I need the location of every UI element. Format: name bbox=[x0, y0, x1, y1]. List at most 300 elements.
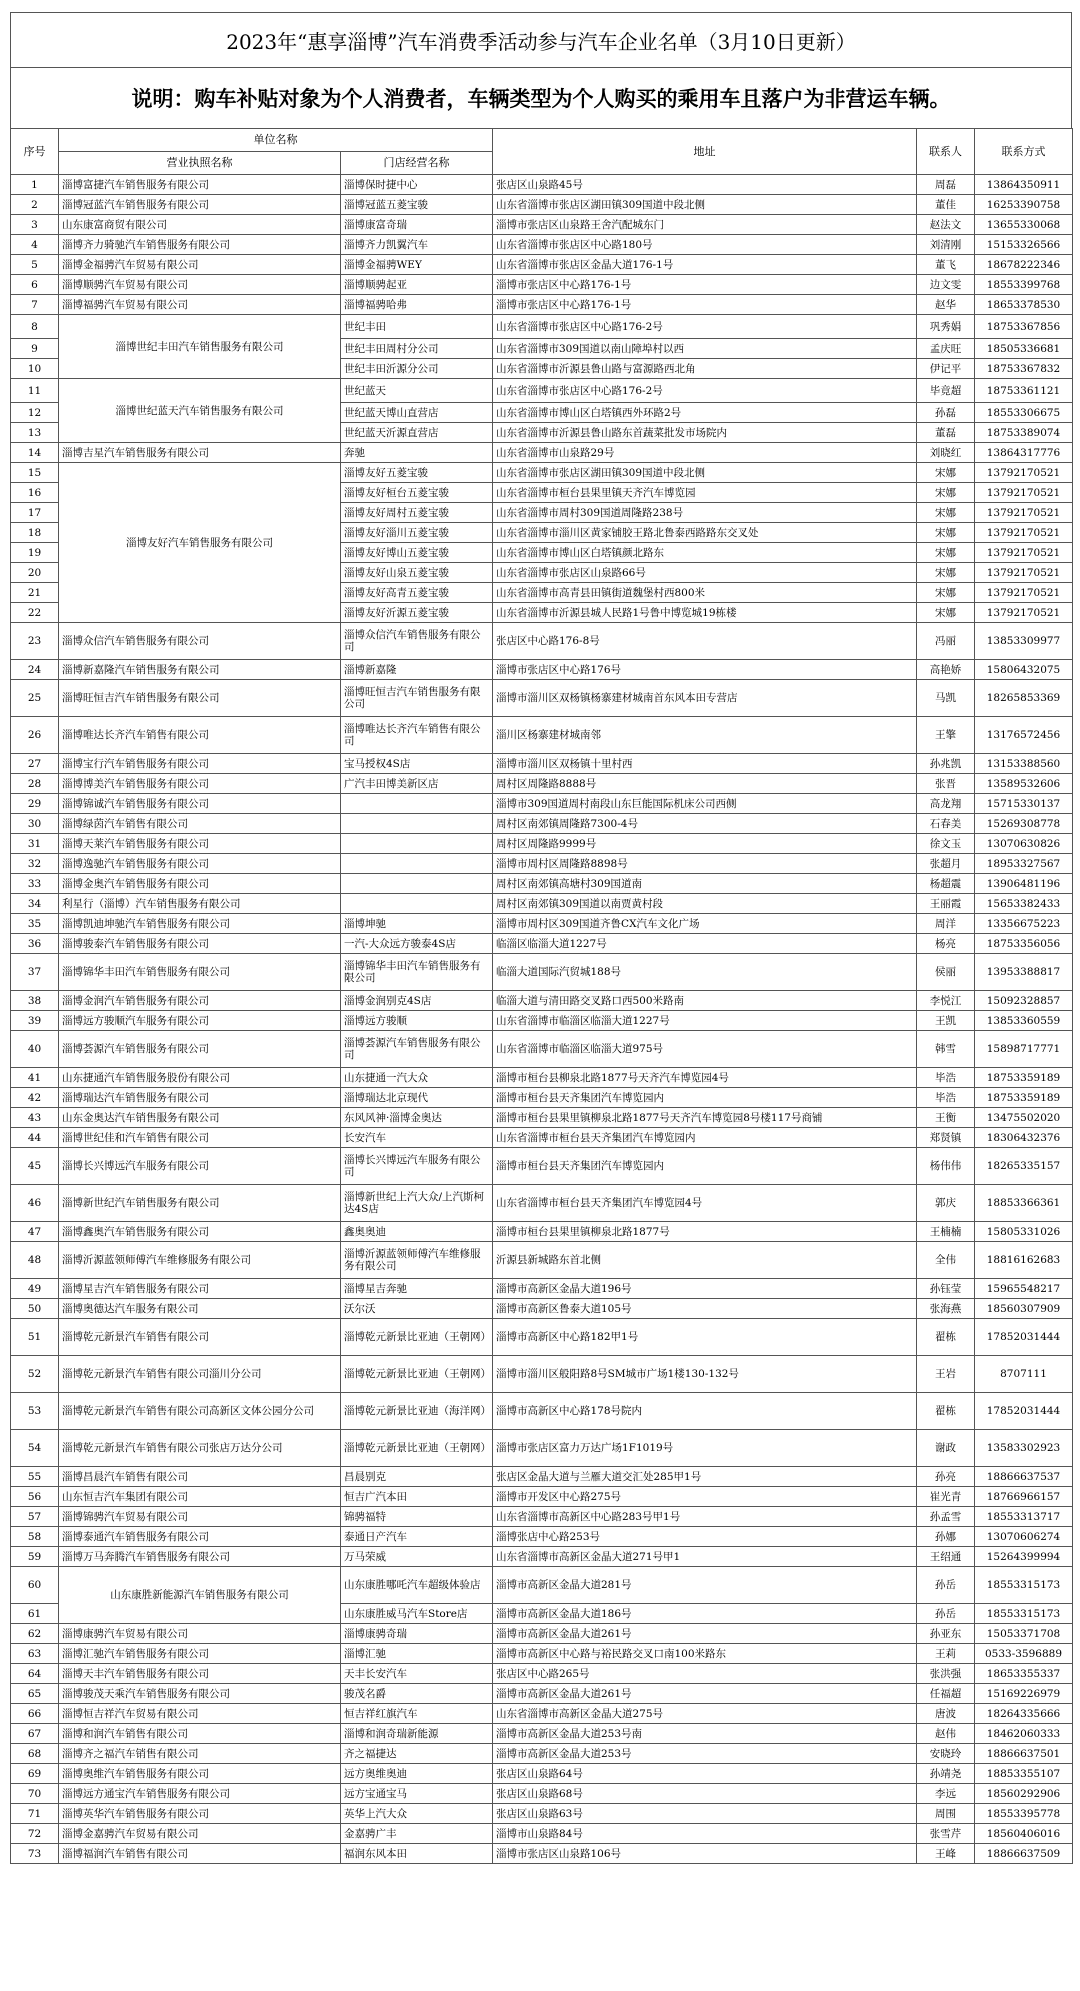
cell-address: 山东省淄博市临淄区临淄大道1227号 bbox=[493, 1011, 917, 1031]
cell-store: 世纪丰田 bbox=[341, 315, 493, 339]
cell-seq: 38 bbox=[11, 991, 59, 1011]
cell-phone: 13853309977 bbox=[975, 623, 1073, 660]
cell-address: 淄博市张店区山泉路106号 bbox=[493, 1844, 917, 1864]
cell-contact: 巩秀娟 bbox=[917, 315, 975, 339]
cell-phone: 13583302923 bbox=[975, 1430, 1073, 1467]
cell-seq: 30 bbox=[11, 814, 59, 834]
cell-phone: 18553399768 bbox=[975, 275, 1073, 295]
cell-license: 淄博远方骏顺汽车服务有限公司 bbox=[59, 1011, 341, 1031]
cell-phone: 18753361121 bbox=[975, 379, 1073, 403]
cell-contact: 周洋 bbox=[917, 914, 975, 934]
cell-store bbox=[341, 834, 493, 854]
table-row bbox=[11, 1547, 1073, 1567]
cell-contact: 赵法文 bbox=[917, 215, 975, 235]
cell-address: 山东省淄博市淄川区黄家铺胶王路北鲁泰西路路东交叉处 bbox=[493, 523, 917, 543]
cell-address: 淄博市开发区中心路275号 bbox=[493, 1487, 917, 1507]
cell-seq: 15 bbox=[11, 463, 59, 483]
cell-address: 淄博市高新区金晶大道261号 bbox=[493, 1684, 917, 1704]
cell-license: 淄博天丰汽车销售服务有限公司 bbox=[59, 1664, 341, 1684]
cell-license: 淄博乾元新景汽车销售有限公司 bbox=[59, 1319, 341, 1356]
cell-contact: 宋娜 bbox=[917, 523, 975, 543]
cell-seq: 48 bbox=[11, 1242, 59, 1279]
cell-store: 恒吉祥红旗汽车 bbox=[341, 1704, 493, 1724]
cell-contact: 董磊 bbox=[917, 423, 975, 443]
cell-phone: 18653378530 bbox=[975, 295, 1073, 315]
cell-address: 山东省淄博市桓台县果里镇天齐汽车博览园 bbox=[493, 483, 917, 503]
header-contact: 联系人 bbox=[917, 129, 975, 175]
table-row bbox=[11, 195, 1073, 215]
cell-contact: 孙磊 bbox=[917, 403, 975, 423]
cell-license: 淄博富捷汽车销售服务有限公司 bbox=[59, 175, 341, 195]
cell-store: 淄博福骋哈弗 bbox=[341, 295, 493, 315]
cell-phone: 8707111 bbox=[975, 1356, 1073, 1393]
cell-address: 张店区山泉路45号 bbox=[493, 175, 917, 195]
cell-address: 淄博市桓台县果里镇柳泉北路1877号 bbox=[493, 1222, 917, 1242]
cell-store: 淄博瑞达北京现代 bbox=[341, 1088, 493, 1108]
cell-contact: 郑贤镇 bbox=[917, 1128, 975, 1148]
cell-phone: 18753359189 bbox=[975, 1068, 1073, 1088]
cell-phone: 13864350911 bbox=[975, 175, 1073, 195]
header-license: 营业执照名称 bbox=[59, 152, 341, 175]
table-row bbox=[11, 1108, 1073, 1128]
cell-address: 周村区周隆路9999号 bbox=[493, 834, 917, 854]
cell-store: 淄博乾元新景比亚迪（王朝网） bbox=[341, 1430, 493, 1467]
cell-address: 淄博市高新区鲁泰大道105号 bbox=[493, 1299, 917, 1319]
cell-address: 淄博市高新区金晶大道186号 bbox=[493, 1604, 917, 1624]
table-row bbox=[11, 1704, 1073, 1724]
table-row bbox=[11, 1684, 1073, 1704]
cell-store: 福润东风本田 bbox=[341, 1844, 493, 1864]
cell-seq: 32 bbox=[11, 854, 59, 874]
cell-seq: 17 bbox=[11, 503, 59, 523]
table-row bbox=[11, 1784, 1073, 1804]
cell-license: 淄博世纪丰田汽车销售服务有限公司 bbox=[59, 315, 341, 379]
cell-phone: 18816162683 bbox=[975, 1242, 1073, 1279]
cell-address: 山东省淄博市309国道以南山障埠村以西 bbox=[493, 339, 917, 359]
cell-license: 淄博奥维汽车销售服务有限公司 bbox=[59, 1764, 341, 1784]
cell-phone: 18553315173 bbox=[975, 1567, 1073, 1604]
cell-phone: 18866637509 bbox=[975, 1844, 1073, 1864]
cell-contact: 王楠楠 bbox=[917, 1222, 975, 1242]
cell-address: 山东省淄博市高新区中心路283号甲1号 bbox=[493, 1507, 917, 1527]
cell-phone: 18753359189 bbox=[975, 1088, 1073, 1108]
cell-contact: 全伟 bbox=[917, 1242, 975, 1279]
cell-address: 淄博市张店区中心路176-1号 bbox=[493, 275, 917, 295]
cell-address: 淄博市高新区金晶大道253号南 bbox=[493, 1724, 917, 1744]
cell-seq: 62 bbox=[11, 1624, 59, 1644]
cell-address: 淄博市淄川区双杨镇杨寨建材城南首东风本田专营店 bbox=[493, 680, 917, 717]
cell-address: 山东省淄博市博山区白塔镇西外环路2号 bbox=[493, 403, 917, 423]
cell-phone: 15805331026 bbox=[975, 1222, 1073, 1242]
cell-seq: 61 bbox=[11, 1604, 59, 1624]
cell-license: 淄博福润汽车销售有限公司 bbox=[59, 1844, 341, 1864]
cell-license: 淄博顺骋汽车贸易有限公司 bbox=[59, 275, 341, 295]
cell-seq: 3 bbox=[11, 215, 59, 235]
table-row bbox=[11, 894, 1073, 914]
table-row bbox=[11, 814, 1073, 834]
cell-seq: 2 bbox=[11, 195, 59, 215]
table-row bbox=[11, 1844, 1073, 1864]
cell-store: 锦骋福特 bbox=[341, 1507, 493, 1527]
cell-contact: 李悦江 bbox=[917, 991, 975, 1011]
cell-phone: 13070606274 bbox=[975, 1527, 1073, 1547]
cell-phone: 18753367856 bbox=[975, 315, 1073, 339]
cell-address: 周村区南郊镇309国道以南贾黄村段 bbox=[493, 894, 917, 914]
cell-address: 淄博市桓台县柳泉北路1877号天齐汽车博览园4号 bbox=[493, 1068, 917, 1088]
cell-phone: 18866637501 bbox=[975, 1744, 1073, 1764]
cell-license: 淄博齐之福汽车销售有限公司 bbox=[59, 1744, 341, 1764]
cell-contact: 王丽霞 bbox=[917, 894, 975, 914]
cell-address: 淄博市309国道周村南段山东巨能国际机床公司西侧 bbox=[493, 794, 917, 814]
cell-phone: 18553395778 bbox=[975, 1804, 1073, 1824]
cell-license: 淄博旺恒吉汽车销售服务有限公司 bbox=[59, 680, 341, 717]
cell-license: 淄博唯达长齐汽车销售有限公司 bbox=[59, 717, 341, 754]
table-row bbox=[11, 1242, 1073, 1279]
cell-seq: 13 bbox=[11, 423, 59, 443]
cell-address: 淄博市张店区中心路176-1号 bbox=[493, 295, 917, 315]
cell-contact: 宋娜 bbox=[917, 503, 975, 523]
cell-phone: 17852031444 bbox=[975, 1319, 1073, 1356]
cell-address: 山东省淄博市张店区湖田镇309国道中段北侧 bbox=[493, 195, 917, 215]
cell-seq: 31 bbox=[11, 834, 59, 854]
cell-phone: 13356675223 bbox=[975, 914, 1073, 934]
cell-store: 泰通日产汽车 bbox=[341, 1527, 493, 1547]
cell-contact: 张洪强 bbox=[917, 1664, 975, 1684]
cell-seq: 19 bbox=[11, 543, 59, 563]
cell-phone: 13792170521 bbox=[975, 583, 1073, 603]
cell-phone: 13176572456 bbox=[975, 717, 1073, 754]
cell-phone: 13792170521 bbox=[975, 563, 1073, 583]
cell-seq: 51 bbox=[11, 1319, 59, 1356]
cell-contact: 谢政 bbox=[917, 1430, 975, 1467]
cell-contact: 马凯 bbox=[917, 680, 975, 717]
cell-contact: 高艳娇 bbox=[917, 660, 975, 680]
cell-seq: 24 bbox=[11, 660, 59, 680]
cell-phone: 15264399994 bbox=[975, 1547, 1073, 1567]
cell-address: 山东省淄博市沂源县鲁山路与富源路西北角 bbox=[493, 359, 917, 379]
cell-license: 淄博昌晨汽车销售有限公司 bbox=[59, 1467, 341, 1487]
cell-seq: 9 bbox=[11, 339, 59, 359]
cell-address: 淄博张店中心路253号 bbox=[493, 1527, 917, 1547]
cell-seq: 23 bbox=[11, 623, 59, 660]
table-row bbox=[11, 1624, 1073, 1644]
cell-contact: 杨伟伟 bbox=[917, 1148, 975, 1185]
cell-contact: 刘晓红 bbox=[917, 443, 975, 463]
cell-license: 淄博骏泰汽车销售服务有限公司 bbox=[59, 934, 341, 954]
cell-address: 淄博市高新区金晶大道261号 bbox=[493, 1624, 917, 1644]
cell-phone: 13153388560 bbox=[975, 754, 1073, 774]
cell-phone: 16253390758 bbox=[975, 195, 1073, 215]
cell-store: 天丰长安汽车 bbox=[341, 1664, 493, 1684]
cell-address: 张店区金晶大道与兰雁大道交汇处285甲1号 bbox=[493, 1467, 917, 1487]
cell-phone: 15269308778 bbox=[975, 814, 1073, 834]
cell-phone: 18553313717 bbox=[975, 1507, 1073, 1527]
cell-seq: 59 bbox=[11, 1547, 59, 1567]
cell-license: 淄博瑞达汽车销售服务有限公司 bbox=[59, 1088, 341, 1108]
table-row bbox=[11, 660, 1073, 680]
cell-contact: 张超月 bbox=[917, 854, 975, 874]
cell-phone: 18766966157 bbox=[975, 1487, 1073, 1507]
cell-seq: 22 bbox=[11, 603, 59, 623]
table-row bbox=[11, 1148, 1073, 1185]
cell-license: 淄博星吉汽车销售服务有限公司 bbox=[59, 1279, 341, 1299]
cell-contact: 孟庆旺 bbox=[917, 339, 975, 359]
cell-contact: 唐波 bbox=[917, 1704, 975, 1724]
cell-license: 淄博锦诚汽车销售服务有限公司 bbox=[59, 794, 341, 814]
cell-contact: 侯丽 bbox=[917, 954, 975, 991]
cell-store: 淄博康骋奇瑞 bbox=[341, 1624, 493, 1644]
cell-phone: 18560307909 bbox=[975, 1299, 1073, 1319]
cell-seq: 56 bbox=[11, 1487, 59, 1507]
cell-store: 英华上汽大众 bbox=[341, 1804, 493, 1824]
cell-license: 淄博宝行汽车销售服务有限公司 bbox=[59, 754, 341, 774]
cell-store bbox=[341, 794, 493, 814]
cell-phone: 13792170521 bbox=[975, 543, 1073, 563]
cell-license: 淄博冠蓝汽车销售服务有限公司 bbox=[59, 195, 341, 215]
cell-seq: 67 bbox=[11, 1724, 59, 1744]
table-row bbox=[11, 623, 1073, 660]
cell-seq: 26 bbox=[11, 717, 59, 754]
cell-address: 淄博市高新区金晶大道253号 bbox=[493, 1744, 917, 1764]
cell-phone: 13792170521 bbox=[975, 463, 1073, 483]
cell-store: 远方宝通宝马 bbox=[341, 1784, 493, 1804]
cell-contact: 王绍通 bbox=[917, 1547, 975, 1567]
header-seq: 序号 bbox=[11, 129, 59, 175]
cell-license: 淄博荟源汽车销售服务有限公司 bbox=[59, 1031, 341, 1068]
cell-license: 淄博世纪佳和汽车销售有限公司 bbox=[59, 1128, 341, 1148]
cell-seq: 54 bbox=[11, 1430, 59, 1467]
cell-phone: 18264335666 bbox=[975, 1704, 1073, 1724]
cell-contact: 伊记平 bbox=[917, 359, 975, 379]
cell-contact: 宋娜 bbox=[917, 603, 975, 623]
cell-store: 世纪丰田周村分公司 bbox=[341, 339, 493, 359]
cell-phone: 18753367832 bbox=[975, 359, 1073, 379]
cell-address: 淄博市山泉路84号 bbox=[493, 1824, 917, 1844]
cell-license: 淄博和润汽车销售有限公司 bbox=[59, 1724, 341, 1744]
cell-store: 淄博友好五菱宝骏 bbox=[341, 463, 493, 483]
cell-license: 淄博乾元新景汽车销售有限公司高新区文体公园分公司 bbox=[59, 1393, 341, 1430]
cell-address: 山东省淄博市沂源县城人民路1号鲁中博览城19栋楼 bbox=[493, 603, 917, 623]
cell-address: 山东省淄博市山泉路29号 bbox=[493, 443, 917, 463]
cell-license: 淄博锦骋汽车贸易有限公司 bbox=[59, 1507, 341, 1527]
cell-seq: 60 bbox=[11, 1567, 59, 1604]
cell-store: 金嘉骋广丰 bbox=[341, 1824, 493, 1844]
table-row bbox=[11, 1567, 1073, 1604]
cell-address: 山东省淄博市张店区湖田镇309国道中段北侧 bbox=[493, 463, 917, 483]
cell-store: 昌晨别克 bbox=[341, 1467, 493, 1487]
cell-phone: 18853366361 bbox=[975, 1185, 1073, 1222]
cell-phone: 15092328857 bbox=[975, 991, 1073, 1011]
cell-store: 淄博冠蓝五菱宝骏 bbox=[341, 195, 493, 215]
cell-seq: 43 bbox=[11, 1108, 59, 1128]
cell-license: 淄博友好汽车销售服务有限公司 bbox=[59, 463, 341, 623]
table-row bbox=[11, 1279, 1073, 1299]
cell-contact: 孙亮 bbox=[917, 1467, 975, 1487]
cell-seq: 46 bbox=[11, 1185, 59, 1222]
cell-contact: 刘清刚 bbox=[917, 235, 975, 255]
table-row bbox=[11, 1824, 1073, 1844]
cell-seq: 10 bbox=[11, 359, 59, 379]
cell-phone: 13589532606 bbox=[975, 774, 1073, 794]
table-row bbox=[11, 379, 1073, 403]
cell-store: 淄博友好高青五菱宝骏 bbox=[341, 583, 493, 603]
cell-address: 山东省淄博市桓台县天齐集团汽车博览园内 bbox=[493, 1128, 917, 1148]
cell-license: 淄博汇驰汽车销售服务有限公司 bbox=[59, 1644, 341, 1664]
cell-seq: 7 bbox=[11, 295, 59, 315]
cell-license: 淄博众信汽车销售服务有限公司 bbox=[59, 623, 341, 660]
cell-address: 山东省淄博市周村309国道周隆路238号 bbox=[493, 503, 917, 523]
cell-store: 广汽丰田博美新区店 bbox=[341, 774, 493, 794]
cell-phone: 18653355337 bbox=[975, 1664, 1073, 1684]
cell-address: 淄博市高新区中心路178号院内 bbox=[493, 1393, 917, 1430]
cell-store: 沃尔沃 bbox=[341, 1299, 493, 1319]
cell-seq: 64 bbox=[11, 1664, 59, 1684]
cell-contact: 宋娜 bbox=[917, 463, 975, 483]
cell-license: 淄博骏茂天乘汽车销售服务有限公司 bbox=[59, 1684, 341, 1704]
cell-license: 淄博绿茵汽车销售有限公司 bbox=[59, 814, 341, 834]
cell-contact: 徐文玉 bbox=[917, 834, 975, 854]
cell-phone: 13792170521 bbox=[975, 503, 1073, 523]
table-row bbox=[11, 834, 1073, 854]
cell-phone: 13792170521 bbox=[975, 483, 1073, 503]
cell-phone: 13853360559 bbox=[975, 1011, 1073, 1031]
cell-contact: 冯丽 bbox=[917, 623, 975, 660]
cell-contact: 杨超震 bbox=[917, 874, 975, 894]
cell-phone: 18866637537 bbox=[975, 1467, 1073, 1487]
cell-store bbox=[341, 814, 493, 834]
cell-address: 淄博市桓台县果里镇柳泉北路1877号天齐汽车博览园8号楼117号商铺 bbox=[493, 1108, 917, 1128]
table-row bbox=[11, 954, 1073, 991]
cell-address: 淄博市高新区中心路与裕民路交叉口南100米路东 bbox=[493, 1644, 917, 1664]
cell-store: 齐之福捷达 bbox=[341, 1744, 493, 1764]
cell-store: 一汽-大众远方骏泰4S店 bbox=[341, 934, 493, 954]
cell-seq: 68 bbox=[11, 1744, 59, 1764]
cell-address: 临淄大道与清田路交叉路口西500米路南 bbox=[493, 991, 917, 1011]
cell-phone: 13655330068 bbox=[975, 215, 1073, 235]
cell-contact: 孙兆凯 bbox=[917, 754, 975, 774]
cell-address: 淄博市高新区金晶大道281号 bbox=[493, 1567, 917, 1604]
cell-store: 淄博乾元新景比亚迪（海洋网） bbox=[341, 1393, 493, 1430]
cell-phone: 13792170521 bbox=[975, 603, 1073, 623]
cell-address: 淄博市高新区中心路182甲1号 bbox=[493, 1319, 917, 1356]
cell-store: 淄博友好沂源五菱宝骏 bbox=[341, 603, 493, 623]
cell-address: 周村区南郊镇高塘村309国道南 bbox=[493, 874, 917, 894]
cell-address: 淄博市张店区中心路176号 bbox=[493, 660, 917, 680]
cell-seq: 12 bbox=[11, 403, 59, 423]
cell-contact: 韩雪 bbox=[917, 1031, 975, 1068]
cell-contact: 宋娜 bbox=[917, 563, 975, 583]
cell-store: 淄博金福骋WEY bbox=[341, 255, 493, 275]
cell-phone: 13070630826 bbox=[975, 834, 1073, 854]
cell-store: 鑫奥奥迪 bbox=[341, 1222, 493, 1242]
cell-license: 利星行（淄博）汽车销售服务有限公司 bbox=[59, 894, 341, 914]
cell-contact: 边文雯 bbox=[917, 275, 975, 295]
cell-contact: 李远 bbox=[917, 1784, 975, 1804]
cell-contact: 郭庆 bbox=[917, 1185, 975, 1222]
cell-store: 骏茂名爵 bbox=[341, 1684, 493, 1704]
cell-license: 淄博康骋汽车贸易有限公司 bbox=[59, 1624, 341, 1644]
cell-license: 山东康胜新能源汽车销售服务有限公司 bbox=[59, 1567, 341, 1624]
cell-license: 淄博天莱汽车销售服务有限公司 bbox=[59, 834, 341, 854]
cell-address: 山东省淄博市张店区金晶大道176-1号 bbox=[493, 255, 917, 275]
cell-store: 淄博友好桓台五菱宝骏 bbox=[341, 483, 493, 503]
cell-seq: 37 bbox=[11, 954, 59, 991]
cell-license: 淄博乾元新景汽车销售有限公司淄川分公司 bbox=[59, 1356, 341, 1393]
cell-store: 东风风神·淄博金奥达 bbox=[341, 1108, 493, 1128]
table-body bbox=[11, 175, 1073, 1864]
cell-license: 淄博金奥汽车销售服务有限公司 bbox=[59, 874, 341, 894]
cell-phone: 18553306675 bbox=[975, 403, 1073, 423]
cell-store: 淄博齐力凯翼汽车 bbox=[341, 235, 493, 255]
cell-store: 山东康胜威马汽车Store店 bbox=[341, 1604, 493, 1624]
cell-phone: 13475502020 bbox=[975, 1108, 1073, 1128]
table-row bbox=[11, 235, 1073, 255]
table-row bbox=[11, 295, 1073, 315]
cell-seq: 40 bbox=[11, 1031, 59, 1068]
table-row bbox=[11, 914, 1073, 934]
table-row bbox=[11, 275, 1073, 295]
cell-address: 山东省淄博市高新区金晶大道271号甲1 bbox=[493, 1547, 917, 1567]
cell-contact: 任福超 bbox=[917, 1684, 975, 1704]
cell-phone: 13906481196 bbox=[975, 874, 1073, 894]
table-row bbox=[11, 1088, 1073, 1108]
cell-address: 淄博市桓台县天齐集团汽车博览园内 bbox=[493, 1148, 917, 1185]
cell-seq: 11 bbox=[11, 379, 59, 403]
cell-address: 山东省淄博市张店区中心路180号 bbox=[493, 235, 917, 255]
cell-contact: 王擎 bbox=[917, 717, 975, 754]
cell-contact: 张晋 bbox=[917, 774, 975, 794]
cell-license: 淄博博美汽车销售服务有限公司 bbox=[59, 774, 341, 794]
cell-address: 山东省淄博市桓台县天齐集团汽车博览园4号 bbox=[493, 1185, 917, 1222]
cell-contact: 王峰 bbox=[917, 1844, 975, 1864]
cell-store bbox=[341, 874, 493, 894]
cell-address: 山东省淄博市高青县田镇街道魏堡村西800米 bbox=[493, 583, 917, 603]
cell-seq: 71 bbox=[11, 1804, 59, 1824]
cell-contact: 宋娜 bbox=[917, 483, 975, 503]
cell-address: 山东省淄博市博山区白塔镇颜北路东 bbox=[493, 543, 917, 563]
cell-store: 淄博汇驰 bbox=[341, 1644, 493, 1664]
header-address: 地址 bbox=[493, 129, 917, 175]
table-row bbox=[11, 443, 1073, 463]
cell-store: 宝马授权4S店 bbox=[341, 754, 493, 774]
cell-address: 张店区中心路176-8号 bbox=[493, 623, 917, 660]
table-row bbox=[11, 874, 1073, 894]
cell-license: 淄博福骋汽车贸易有限公司 bbox=[59, 295, 341, 315]
cell-address: 张店区山泉路68号 bbox=[493, 1784, 917, 1804]
cell-address: 张店区中心路265号 bbox=[493, 1664, 917, 1684]
table-row bbox=[11, 1664, 1073, 1684]
cell-store: 山东康胜哪吒汽车超级体验店 bbox=[341, 1567, 493, 1604]
cell-address: 淄博市周村区周隆路8898号 bbox=[493, 854, 917, 874]
cell-license: 淄博世纪蓝天汽车销售服务有限公司 bbox=[59, 379, 341, 443]
document-title: 2023年“惠享淄博”汽车消费季活动参与汽车企业名单（3月10日更新） bbox=[10, 12, 1072, 67]
table-row bbox=[11, 1744, 1073, 1764]
cell-seq: 73 bbox=[11, 1844, 59, 1864]
cell-license: 淄博鑫奥汽车销售服务有限公司 bbox=[59, 1222, 341, 1242]
cell-store: 淄博星吉奔驰 bbox=[341, 1279, 493, 1299]
cell-contact: 董佳 bbox=[917, 195, 975, 215]
cell-contact: 孙孟雪 bbox=[917, 1507, 975, 1527]
cell-store: 山东捷通一汽大众 bbox=[341, 1068, 493, 1088]
cell-store: 淄博唯达长齐汽车销售有限公司 bbox=[341, 717, 493, 754]
cell-phone: 0533-3596889 bbox=[975, 1644, 1073, 1664]
table-row bbox=[11, 215, 1073, 235]
cell-seq: 42 bbox=[11, 1088, 59, 1108]
cell-address: 淄博市张店区山泉路王舍汽配城东门 bbox=[493, 215, 917, 235]
cell-address: 淄川区杨寨建材城南邻 bbox=[493, 717, 917, 754]
cell-seq: 63 bbox=[11, 1644, 59, 1664]
cell-store: 世纪丰田沂源分公司 bbox=[341, 359, 493, 379]
